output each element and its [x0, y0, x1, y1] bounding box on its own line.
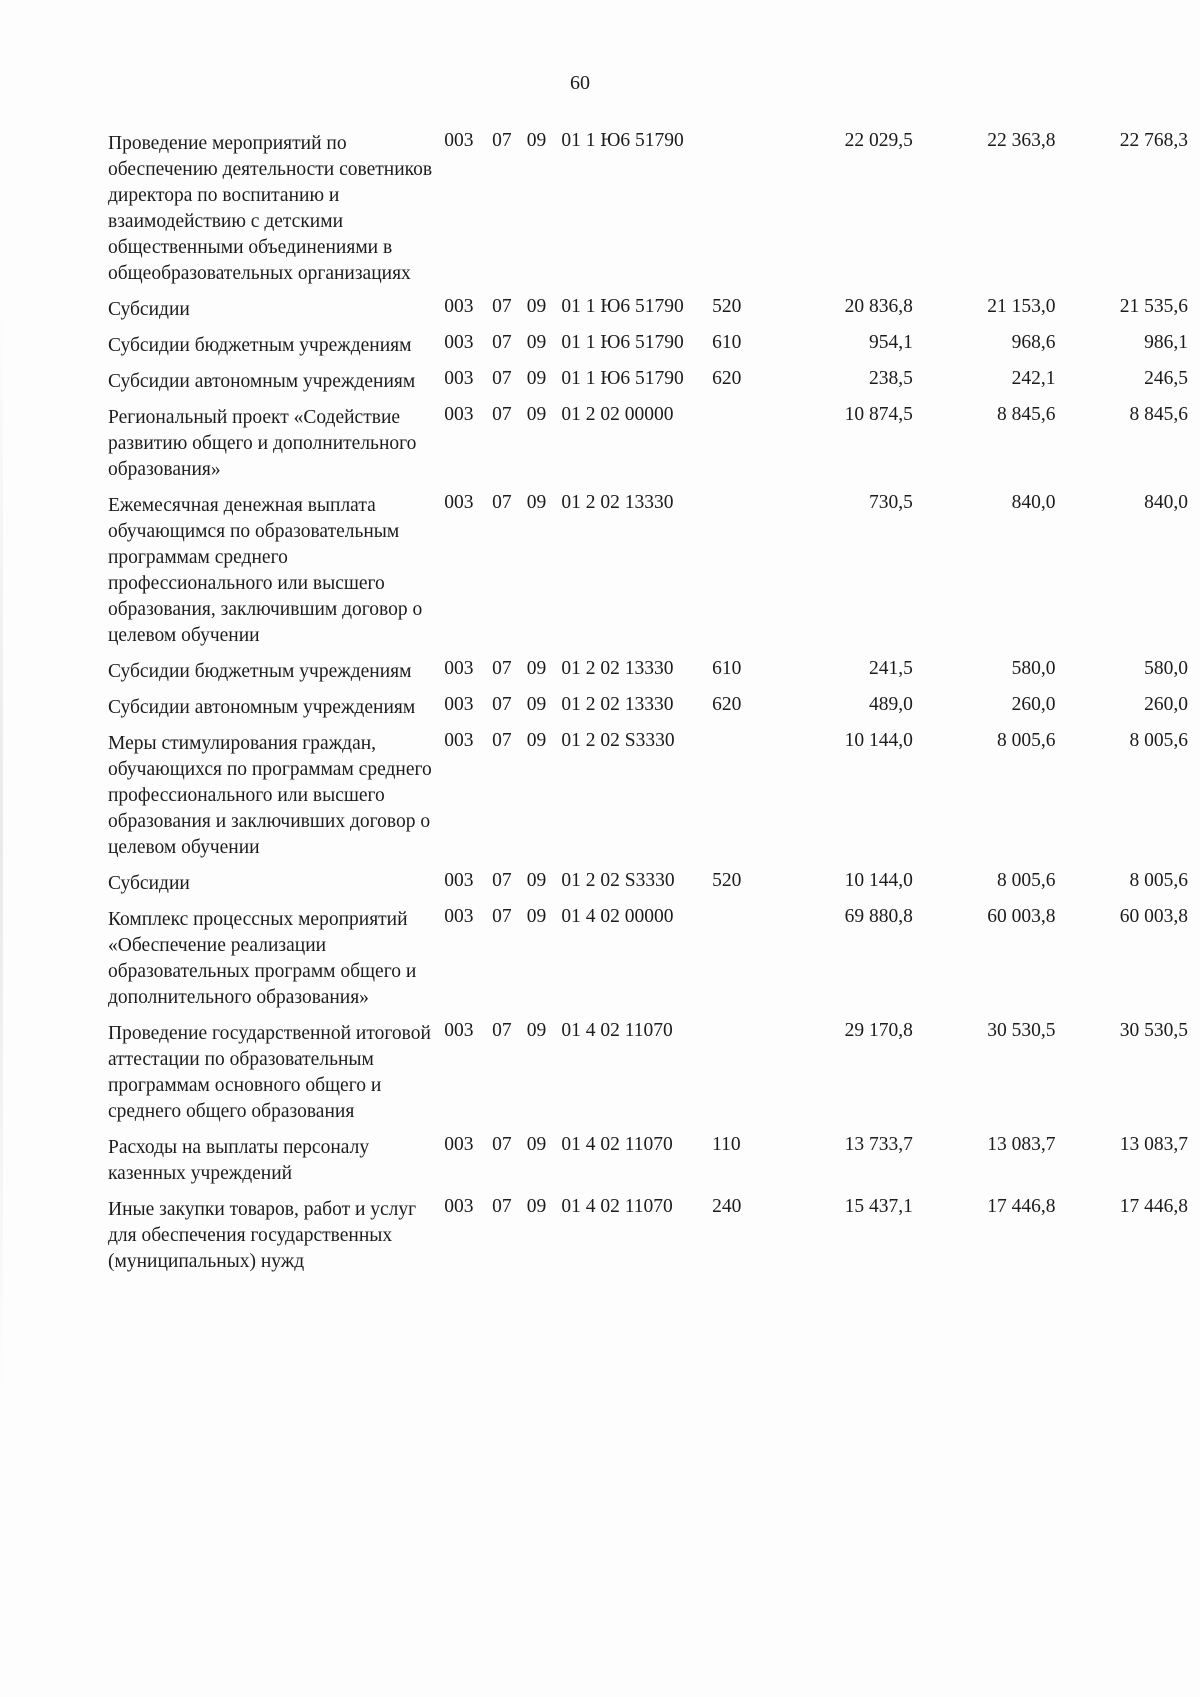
target-article-code-cell: 01 4 02 00000 [561, 906, 674, 927]
amount-year1-cell: 954,1 [868, 332, 913, 353]
grbs-code-cell: 003 [444, 492, 474, 513]
table-row [108, 904, 1188, 1018]
grbs-code-cell: 003 [444, 730, 474, 751]
expense-name-cell: Субсидии [108, 299, 190, 320]
grbs-code-cell: 003 [444, 658, 474, 679]
amount-year2-cell: 8 005,6 [997, 870, 1056, 891]
subsection-code-cell: 09 [526, 730, 547, 751]
expense-type-code-cell [712, 128, 763, 294]
subsection-code-cell: 09 [526, 1020, 547, 1041]
expense-type-code-cell [712, 1018, 763, 1132]
grbs-code-cell: 003 [444, 296, 474, 317]
expense-type-code-cell: 110 [712, 1134, 741, 1155]
grbs-code-cell: 003 [444, 1196, 474, 1217]
grbs-code-cell: 003 [444, 694, 474, 715]
amount-year1-cell: 15 437,1 [844, 1196, 913, 1217]
expense-type-code-cell [712, 402, 763, 490]
amount-year3-cell: 13 083,7 [1119, 1134, 1188, 1155]
target-article-code-cell: 01 2 02 13330 [561, 492, 674, 513]
table-row [108, 1132, 1188, 1194]
expense-name-cell: Субсидии бюджетным учреждениям [108, 335, 412, 356]
amount-year3-cell: 60 003,8 [1119, 906, 1188, 927]
expense-type-code-cell [712, 490, 763, 656]
expense-type-code-cell: 610 [712, 658, 742, 679]
amount-year2-cell: 8 845,6 [997, 404, 1056, 425]
amount-year2-cell: 840,0 [1011, 492, 1056, 513]
section-code-cell: 07 [492, 1020, 512, 1041]
amount-year3-cell: 8 005,6 [1129, 870, 1188, 891]
table-row [108, 692, 1188, 728]
grbs-code-cell: 003 [444, 332, 474, 353]
amount-year2-cell: 60 003,8 [987, 906, 1056, 927]
amount-year3-cell: 260,0 [1144, 694, 1188, 715]
amount-year1-cell: 29 170,8 [844, 1020, 913, 1041]
amount-year3-cell: 580,0 [1144, 658, 1188, 679]
expense-name-cell: Меры стимулирования граждан, обучающихся по программам среднего профессионального или высшего образования и заключивших договор о целевом обучении [108, 733, 432, 858]
amount-year2-cell: 580,0 [1011, 658, 1056, 679]
amount-year1-cell: 20 836,8 [844, 296, 913, 317]
expense-type-code-cell [712, 904, 763, 1018]
subsection-code-cell: 09 [526, 658, 547, 679]
budget-table-body [108, 128, 1188, 1282]
target-article-code-cell: 01 4 02 11070 [561, 1020, 673, 1041]
section-code-cell: 07 [492, 906, 512, 927]
subsection-code-cell: 09 [526, 694, 547, 715]
amount-year2-cell: 260,0 [1011, 694, 1056, 715]
amount-year1-cell: 241,5 [868, 658, 913, 679]
amount-year2-cell: 17 446,8 [987, 1196, 1056, 1217]
subsection-code-cell: 09 [526, 368, 547, 389]
grbs-code-cell: 003 [444, 870, 474, 891]
amount-year1-cell: 10 874,5 [844, 404, 913, 425]
expense-name-cell: Субсидии автономным учреждениям [108, 371, 416, 392]
target-article-code-cell: 01 1 Ю6 51790 [561, 130, 684, 151]
target-article-code-cell: 01 4 02 11070 [561, 1134, 673, 1155]
amount-year3-cell: 8 005,6 [1129, 730, 1188, 751]
amount-year2-cell: 8 005,6 [997, 730, 1056, 751]
expense-name-cell: Субсидии автономным учреждениям [108, 697, 416, 718]
subsection-code-cell: 09 [526, 404, 547, 425]
expense-type-code-cell [712, 728, 763, 868]
amount-year2-cell: 242,1 [1011, 368, 1056, 389]
amount-year3-cell: 8 845,6 [1129, 404, 1188, 425]
amount-year3-cell: 986,1 [1144, 332, 1188, 353]
table-row [108, 728, 1188, 868]
section-code-cell: 07 [492, 1134, 512, 1155]
amount-year1-cell: 13 733,7 [844, 1134, 913, 1155]
expense-name-cell: Иные закупки товаров, работ и услуг для обеспечения государственных (муниципальных) нужд [108, 1199, 417, 1272]
expense-type-code-cell: 620 [712, 694, 742, 715]
subsection-code-cell: 09 [526, 492, 547, 513]
amount-year2-cell: 22 363,8 [987, 130, 1056, 151]
expense-type-code-cell: 520 [712, 870, 742, 891]
grbs-code-cell: 003 [444, 1020, 474, 1041]
amount-year2-cell: 968,6 [1011, 332, 1056, 353]
table-row [108, 294, 1188, 330]
target-article-code-cell: 01 2 02 S3330 [561, 730, 675, 751]
expense-type-code-cell: 520 [712, 296, 742, 317]
target-article-code-cell: 01 2 02 S3330 [561, 870, 675, 891]
section-code-cell: 07 [492, 1196, 512, 1217]
amount-year3-cell: 246,5 [1144, 368, 1188, 389]
table-row [108, 490, 1188, 656]
amount-year1-cell: 730,5 [868, 492, 913, 513]
amount-year3-cell: 21 535,6 [1119, 296, 1188, 317]
subsection-code-cell: 09 [526, 870, 547, 891]
expense-name-cell: Ежемесячная денежная выплата обучающимся по образовательным программам среднего профессионального или высшего образования, заключившим договор о целевом обучении [108, 495, 423, 646]
table-row [108, 656, 1188, 692]
scan-edge-shadow [0, 300, 3, 1400]
grbs-code-cell: 003 [444, 1134, 474, 1155]
page-number: 60 [570, 72, 590, 94]
expense-type-code-cell: 610 [712, 332, 742, 353]
subsection-code-cell: 09 [526, 296, 547, 317]
amount-year1-cell: 238,5 [868, 368, 913, 389]
table-row [108, 330, 1188, 366]
section-code-cell: 07 [492, 658, 512, 679]
budget-table [108, 128, 1188, 1282]
amount-year1-cell: 10 144,0 [844, 870, 913, 891]
amount-year1-cell: 22 029,5 [844, 130, 913, 151]
subsection-code-cell: 09 [526, 332, 547, 353]
amount-year1-cell: 10 144,0 [844, 730, 913, 751]
expense-name-cell: Проведение мероприятий по обеспечению деятельности советников директора по воспитанию и взаимодействию с детскими общественными объединениями в общеобразовательных организациях [108, 133, 433, 284]
expense-name-cell: Расходы на выплаты персоналу казенных учреждений [108, 1137, 370, 1184]
table-row [108, 1194, 1188, 1282]
expense-name-cell: Субсидии бюджетным учреждениям [108, 661, 412, 682]
amount-year1-cell: 489,0 [868, 694, 913, 715]
table-row [108, 868, 1188, 904]
table-row [108, 1018, 1188, 1132]
section-code-cell: 07 [492, 332, 512, 353]
target-article-code-cell: 01 2 02 13330 [561, 658, 674, 679]
subsection-code-cell: 09 [526, 1196, 547, 1217]
grbs-code-cell: 003 [444, 404, 474, 425]
target-article-code-cell: 01 2 02 13330 [561, 694, 674, 715]
expense-name-cell: Проведение государственной итоговой аттестации по образовательным программам основного общего и среднего общего образования [108, 1023, 431, 1122]
expense-name-cell: Субсидии [108, 873, 190, 894]
section-code-cell: 07 [492, 870, 512, 891]
expense-type-code-cell: 620 [712, 368, 742, 389]
target-article-code-cell: 01 1 Ю6 51790 [561, 368, 684, 389]
amount-year3-cell: 840,0 [1144, 492, 1188, 513]
section-code-cell: 07 [492, 694, 512, 715]
target-article-code-cell: 01 1 Ю6 51790 [561, 296, 684, 317]
amount-year1-cell: 69 880,8 [844, 906, 913, 927]
section-code-cell: 07 [492, 368, 512, 389]
amount-year3-cell: 30 530,5 [1119, 1020, 1188, 1041]
expense-name-cell: Региональный проект «Содействие развитию общего и дополнительного образования» [108, 407, 417, 480]
amount-year2-cell: 30 530,5 [987, 1020, 1056, 1041]
table-row [108, 402, 1188, 490]
amount-year3-cell: 22 768,3 [1119, 130, 1188, 151]
subsection-code-cell: 09 [526, 130, 547, 151]
amount-year2-cell: 13 083,7 [987, 1134, 1056, 1155]
table-row [108, 128, 1188, 294]
target-article-code-cell: 01 2 02 00000 [561, 404, 674, 425]
amount-year3-cell: 17 446,8 [1119, 1196, 1188, 1217]
target-article-code-cell: 01 4 02 11070 [561, 1196, 673, 1217]
grbs-code-cell: 003 [444, 906, 474, 927]
grbs-code-cell: 003 [444, 130, 474, 151]
table-row [108, 366, 1188, 402]
amount-year2-cell: 21 153,0 [987, 296, 1056, 317]
subsection-code-cell: 09 [526, 906, 547, 927]
grbs-code-cell: 003 [444, 368, 474, 389]
section-code-cell: 07 [492, 130, 512, 151]
subsection-code-cell: 09 [526, 1134, 547, 1155]
section-code-cell: 07 [492, 404, 512, 425]
section-code-cell: 07 [492, 492, 512, 513]
section-code-cell: 07 [492, 296, 512, 317]
section-code-cell: 07 [492, 730, 512, 751]
target-article-code-cell: 01 1 Ю6 51790 [561, 332, 684, 353]
expense-type-code-cell: 240 [712, 1196, 742, 1217]
expense-name-cell: Комплекс процессных мероприятий «Обеспечение реализации образовательных программ общего и дополнительного образования» [108, 909, 417, 1008]
